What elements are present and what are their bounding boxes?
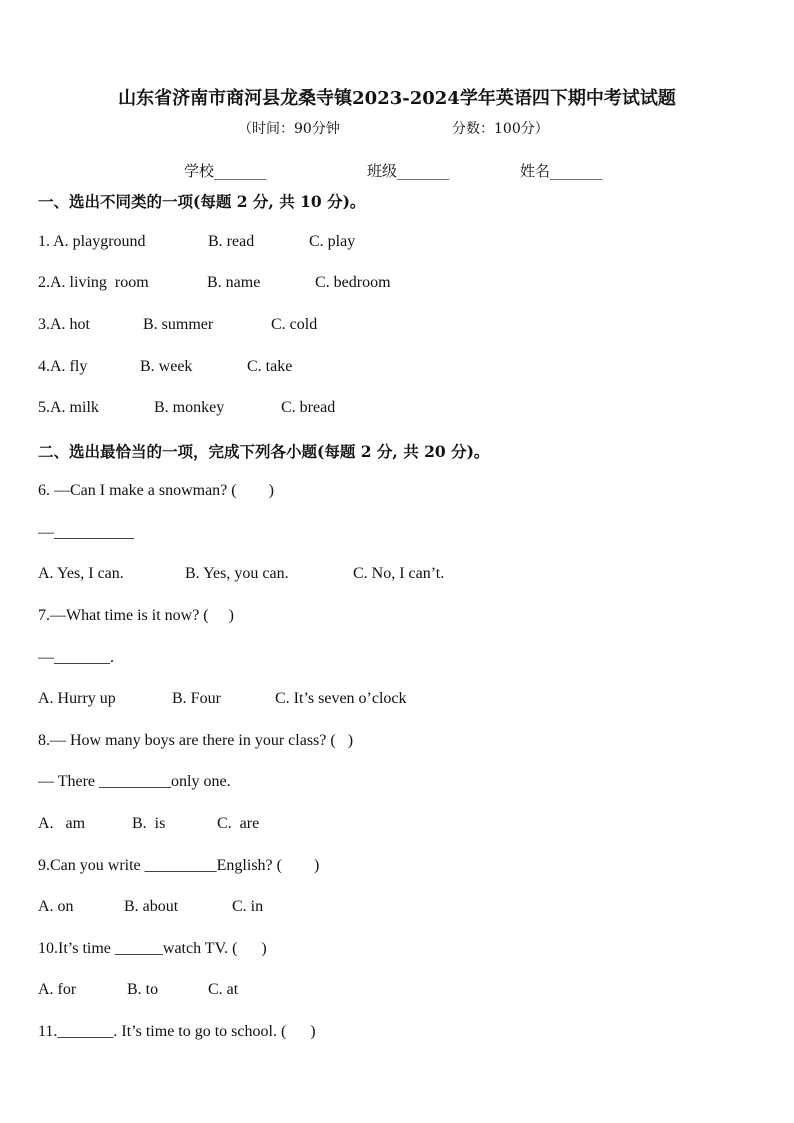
- question-8-option-a: A. am: [38, 815, 86, 832]
- question-6-stem: 6. —Can I make a snowman? ( ): [38, 482, 274, 499]
- question-4-option-a: 4.A. fly: [38, 358, 88, 375]
- question-1-option-b: B. read: [208, 233, 255, 250]
- name-field: 姓名_______: [520, 162, 603, 180]
- question-9-option-a: A. on: [38, 898, 74, 915]
- question-8-option-c: C. are: [217, 815, 260, 832]
- exam-time: （时间：90分钟: [238, 121, 340, 137]
- school-field: 学校_______: [184, 162, 267, 180]
- question-9-option-c: C. in: [232, 898, 264, 915]
- question-4-option-c: C. take: [247, 358, 293, 375]
- question-10-option-c: C. at: [208, 981, 239, 998]
- question-7-option-a: A. Hurry up: [38, 690, 116, 707]
- question-6-option-a: A. Yes, I can.: [38, 565, 124, 582]
- question-7-option-b: B. Four: [172, 690, 221, 707]
- class-field: 班级_______: [367, 162, 450, 180]
- question-6-option-b: B. Yes, you can.: [185, 565, 289, 582]
- question-6-answer-blank: —__________: [38, 524, 134, 541]
- question-4-option-b: B. week: [140, 358, 193, 375]
- question-10-option-b: B. to: [127, 981, 159, 998]
- question-6-option-c: C. No, I can’t.: [353, 565, 445, 582]
- exam-score: 分数：100分）: [452, 121, 549, 137]
- question-5-option-b: B. monkey: [154, 399, 225, 416]
- question-7-answer-blank: —_______.: [38, 649, 114, 666]
- question-10-option-a: A. for: [38, 981, 77, 998]
- question-11-stem: 11._______. It’s time to go to school. ( ): [38, 1023, 316, 1040]
- question-3-option-c: C. cold: [271, 316, 318, 333]
- question-7-option-c: C. It’s seven o’clock: [275, 690, 407, 707]
- question-7-stem: 7.—What time is it now? ( ): [38, 607, 234, 624]
- question-9-stem: 9.Can you write _________English? ( ): [38, 857, 320, 874]
- question-5-option-a: 5.A. milk: [38, 399, 99, 416]
- question-8-stem: 8.— How many boys are there in your class? ( ): [38, 732, 354, 749]
- question-3-option-a: 3.A. hot: [38, 316, 90, 333]
- question-3-option-b: B. summer: [143, 316, 214, 333]
- question-8-option-b: B. is: [132, 815, 166, 832]
- question-5-option-c: C. bread: [281, 399, 336, 416]
- question-2-option-b: B. name: [207, 274, 261, 291]
- question-1-option-a: 1. A. playground: [38, 233, 146, 250]
- question-2-option-c: C. bedroom: [315, 274, 391, 291]
- section-2-heading: 二、选出最恰当的一项，完成下列各小题(每题 2 分, 共 20 分)。: [38, 442, 490, 461]
- question-9-option-b: B. about: [124, 898, 179, 915]
- question-10-stem: 10.It’s time ______watch TV. ( ): [38, 940, 267, 957]
- section-1-heading: 一、选出不同类的一项(每题 2 分, 共 10 分)。: [38, 192, 366, 211]
- question-8-answer: — There _________only one.: [38, 773, 231, 790]
- question-2-option-a: 2.A. living room: [38, 274, 149, 291]
- exam-title: 山东省济南市商河县龙桑寺镇2023-2024学年英语四下期中考试试题: [118, 88, 676, 109]
- question-1-option-c: C. play: [309, 233, 356, 250]
